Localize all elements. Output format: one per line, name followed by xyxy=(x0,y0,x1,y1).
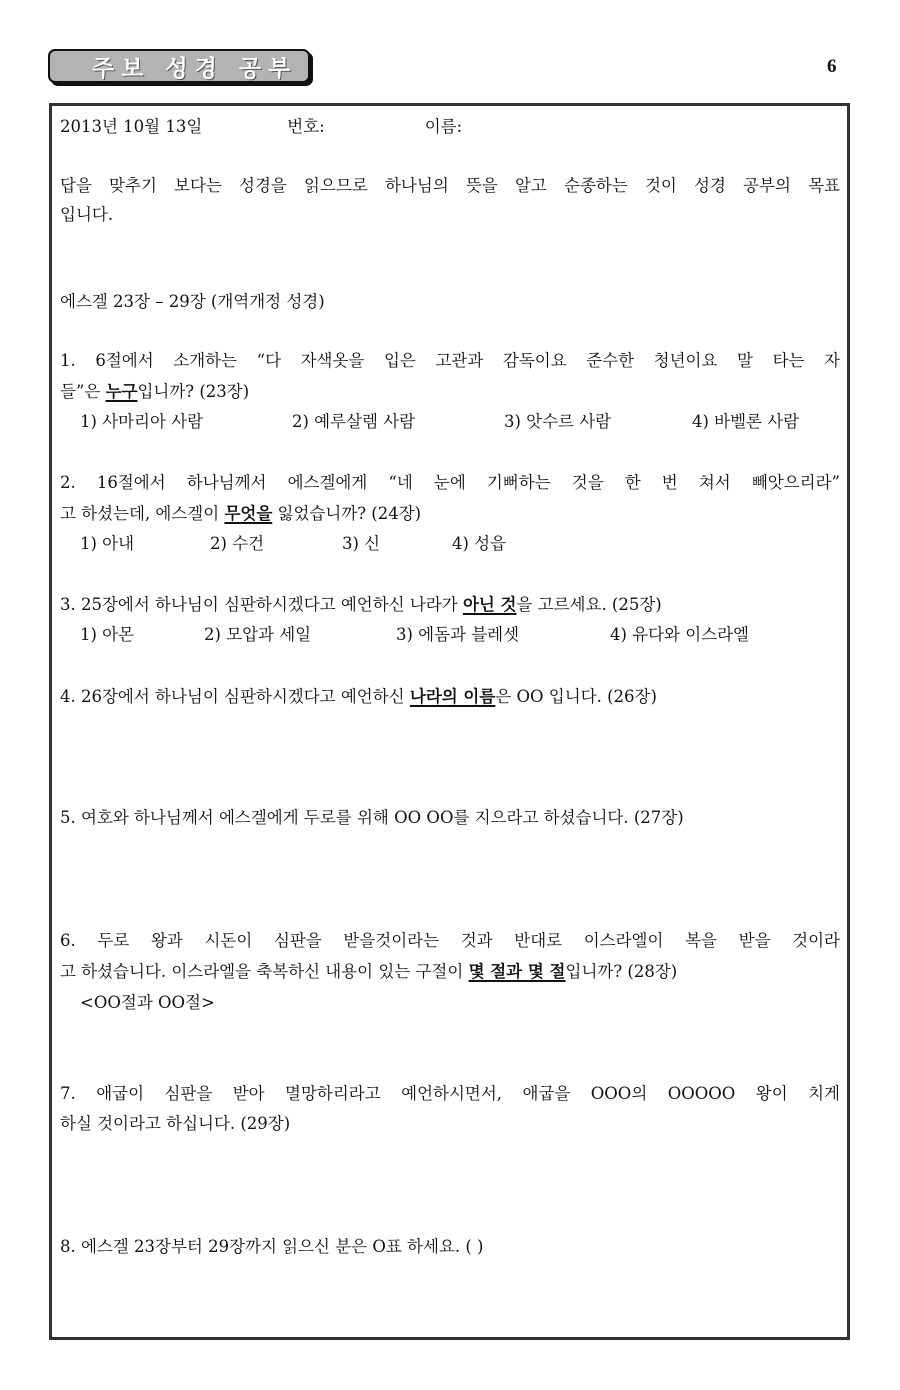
q2-line-2 xyxy=(60,499,421,529)
q7-line-2: 하실 것이라고 하십니다. (29장) xyxy=(60,1114,291,1133)
q3-option-4: 4) 유다와 이스라엘 xyxy=(610,625,749,644)
q1-text-post: 입니까? (23장) xyxy=(137,382,250,401)
q3-option-2: 2) 모압과 세일 xyxy=(204,625,312,644)
q6-answer-format: <OO절과 OO절> xyxy=(80,993,215,1012)
q1-option-2: 2) 예루살렘 사람 xyxy=(292,412,416,431)
q3-option-3: 3) 에돔과 블레셋 xyxy=(396,625,520,644)
q6-text-pre: 고 하셨습니다. 이스라엘을 축복하신 내용이 있는 구절이 xyxy=(60,962,469,981)
section-title: 주보 성경 공부 xyxy=(92,55,298,82)
q7-line-1: 7. 애굽이 심판을 받아 멸망하리라고 예언하시면서, 애굽을 OOO의 OOOOO 왕이 치게 xyxy=(60,1084,840,1103)
q1-options xyxy=(80,407,799,437)
intro-line-1: 답을 맞추기 보다는 성경을 읽으므로 하나님의 뜻을 알고 순종하는 것이 성경 공부의 목표 xyxy=(60,176,840,195)
number-label: 번호: xyxy=(287,117,325,136)
q1-option-4: 4) 바벨론 사람 xyxy=(692,412,800,431)
q6-emphasis: 몇 절과 몇 절 xyxy=(468,962,566,981)
q3-options xyxy=(80,620,749,650)
q2-option-3: 3) 신 xyxy=(342,534,381,553)
info-line xyxy=(60,112,462,142)
name-label: 이름: xyxy=(424,117,463,136)
q2-line-1: 2. 16절에서 하나님께서 에스겔에게 “네 눈에 기뻐하는 것을 한 번 쳐서 빼앗으리라” xyxy=(60,473,840,492)
q1-option-3: 3) 앗수르 사람 xyxy=(504,412,612,431)
page-number: 6 xyxy=(827,56,837,77)
section-title-banner xyxy=(48,49,310,83)
q3-emphasis: 아닌 것 xyxy=(462,595,517,614)
q5-line: 5. 여호와 하나님께서 에스겔에게 두로를 위해 OO OO를 지으라고 하셨습니다. (27장) xyxy=(60,808,684,827)
q2-option-2: 2) 수건 xyxy=(210,534,265,553)
q3-text-pre: 3. 25장에서 하나님이 심판하시겠다고 예언하신 나라가 xyxy=(60,595,463,614)
q2-text-post: 잃었습니까? (24장) xyxy=(272,504,422,523)
q4-line xyxy=(60,682,657,712)
q4-emphasis: 나라의 이름 xyxy=(409,687,496,706)
q4-text-post: 은 OO 입니다. (26장) xyxy=(495,687,657,706)
q2-option-4: 4) 성읍 xyxy=(452,534,507,553)
q1-emphasis: 누구 xyxy=(105,382,138,401)
q6-line-2 xyxy=(60,957,677,987)
q1-line-2 xyxy=(60,377,249,407)
q1-line-1: 1. 6절에서 소개하는 “다 자색옷을 입은 고관과 감독이요 준수한 청년이요 말 타는 자 xyxy=(60,351,840,370)
intro-line-2: 입니다. xyxy=(60,205,114,224)
q2-emphasis: 무엇을 xyxy=(224,504,273,523)
q3-text-post: 을 고르세요. (25장) xyxy=(516,595,662,614)
date: 2013년 10월 13일 xyxy=(60,117,203,136)
q1-text-pre: 들”은 xyxy=(60,382,106,401)
q2-options xyxy=(80,529,506,559)
q3-option-1: 1) 아몬 xyxy=(80,625,135,644)
q1-option-1: 1) 사마리아 사람 xyxy=(80,412,204,431)
q3-line xyxy=(60,590,662,620)
q6-line-1: 6. 두로 왕과 시돈이 심판을 받을것이라는 것과 반대로 이스라엘이 복을 받을 것이라 xyxy=(60,931,840,950)
q8-line: 8. 에스겔 23장부터 29장까지 읽으신 분은 O표 하세요. ( ) xyxy=(60,1237,484,1256)
q6-text-post: 입니까? (28장) xyxy=(565,962,678,981)
q2-text-pre: 고 하셨는데, 에스겔이 xyxy=(60,504,225,523)
q2-option-1: 1) 아내 xyxy=(80,534,135,553)
reading-range: 에스겔 23장 – 29장 (개역개정 성경) xyxy=(60,292,325,311)
q4-text-pre: 4. 26장에서 하나님이 심판하시겠다고 예언하신 xyxy=(60,687,410,706)
